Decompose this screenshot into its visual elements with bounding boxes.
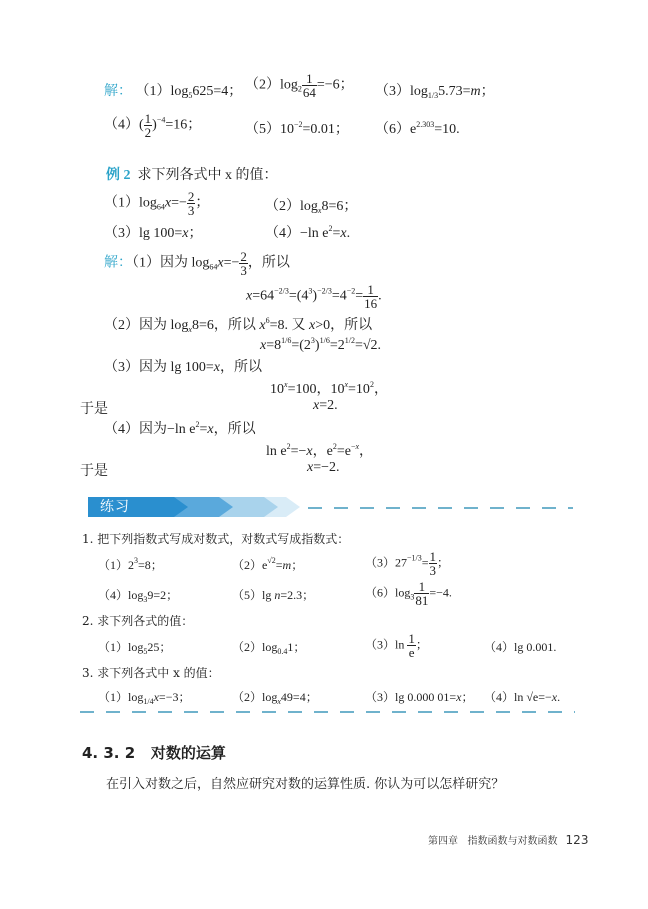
solution1-item6: $(6)e^{2.303}=10$. [375,120,460,137]
q2-item3: （3）ln $\frac{1}{e}$ ； [365,631,428,660]
example2-item2: $(2)\log_x8=6$； [265,199,358,215]
page-number: 123 [565,833,589,847]
solution1-item3: $(3)\log_{1/3}5.73=m$； [375,84,495,100]
practice-q2-title: 2. 求下列各式的值： [82,614,194,628]
solution2-p3-eq: $10^x=100$，$10^x=10^2$， [270,380,388,397]
solution2-p4-result: x=−2. [307,460,340,475]
example2-item3: （3）lg 100=x； [104,226,203,241]
example2-heading [106,164,278,184]
solution2-p2-eq: $x=8^{1/6}=(2^3)^{1/6}=2^{1/2}=√2$. [260,336,382,353]
solution1-item4: （4）( $\frac{1}{2}$ )$^{-4}$=16； [104,111,202,140]
practice-q3-title: 3. 求下列各式中 x 的值： [82,666,220,680]
practice-q1-title: 1. 把下列指数式写成对数式，对数式写成指数式： [82,532,350,546]
q1-item4: $(4)\log_39=2$； [98,588,179,604]
solution2-p4-eq: $\ln e^2=-x$，$e^2=e^{-x}$， [266,442,374,459]
q3-item1: $(1)\log_{1/4}x=-3$； [98,690,191,706]
dashed-divider-bottom [80,711,575,713]
solution2-p3-result: x=2. [313,398,338,413]
q1-item5: （5）lg n=2.3； [232,588,315,602]
q1-item3: $(3)27^{-1/3}=$ $\frac{1}{3}$ ； [365,549,450,578]
example-prompt: 求下列各式中 x 的值： [137,168,278,183]
section-title: 对数的运算 [150,744,226,762]
solution2-p3-then: 于是 [80,402,108,417]
example2-item4: （4）−ln $e^2=x$. [265,224,351,241]
q1-item1: $(1)2^3=8$； [98,556,163,572]
q3-item3: （3）lg 0.000 01=x； [365,690,474,704]
solution2-p1-intro: 解：（1）因为 $\log_{64}x=-$ $\frac{2}{3}$ ，所以 [104,249,290,278]
practice-title: 练习 [100,499,130,515]
solution2-p3-intro: （3）因为 lg 100=x，所以 [104,360,263,375]
solution-label: 解 [104,84,118,99]
solution1-item2: $(2)\log_2$ $\frac{1}{64}$ =−6； [245,71,354,100]
practice-banner [88,497,300,517]
solution2-p4-then: 于是 [80,464,108,479]
footer-chapter-title: 指数函数与对数函数 [467,836,558,847]
example-label: 例 2 [106,168,131,183]
dashed-divider-top [308,507,573,509]
solution1-row1: 解： $(1)\log_5625=4$； [104,84,243,100]
solution2-p1-eq: $x=64^{-2/3}=(4^3)^{-2/3}=4^{-2}=$ $\frac{1}{16}$ . [246,282,382,311]
page-footer [428,832,588,847]
section-heading [82,742,226,763]
q1-item6: $(6)\log_3$ $\frac{1}{81}$ =−4. [365,579,452,608]
section-number: 4. 3. 2 [82,744,136,762]
section-intro: 在引入对数之后，自然应研究对数的运算性质. 你认为可以怎样研究？ [106,777,505,792]
q2-item1: $(1)\log_525$； [98,640,172,656]
footer-chapter: 第四章 [428,836,458,847]
solution2-p2-intro: （2）因为 $\log_x8=6$，所以 $x^6=8$. 又 x>0，所以 [104,316,373,334]
solution-label: 解 [104,255,118,271]
example2-item1: $(1)\log_{64}x=-$ $\frac{2}{3}$ ； [104,189,210,218]
q3-item4: （4）ln √e=−x. [484,690,561,704]
q3-item2: $(2)\log_x49=4$； [232,690,318,706]
q2-item2: $(2)\log_{0.4}1$； [232,640,306,656]
solution2-p4-intro: （4）因为−ln $e^2=x$，所以 [104,420,256,437]
q2-item4: （4）lg 0.001. [484,640,557,654]
solution1-item5: $(5)10^{-2}=0.01$； [245,120,349,137]
q1-item2: $(2)e^{√2}=m$； [232,556,304,572]
